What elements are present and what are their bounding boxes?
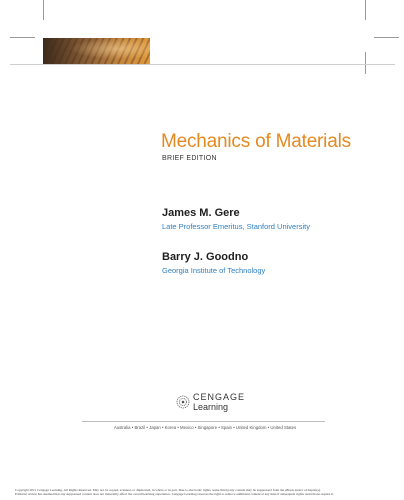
author-affiliation: Late Professor Emeritus, Stanford University — [162, 222, 310, 231]
book-title: Mechanics of Materials — [161, 131, 351, 152]
copyright-line: Copyright 2011 Cengage Learning. All Rights Reserved. May not be copied, scanned, or duplicated, in whole or in part. Due to electronic rights, some third party content may be suppressed from the eBook and/or eChapter(s). — [15, 488, 321, 492]
book-edition: BRIEF EDITION — [162, 155, 217, 162]
crop-mark-top-left-horizontal — [10, 37, 35, 38]
crop-mark-top-right — [365, 0, 366, 20]
author-name: James M. Gere — [162, 207, 240, 219]
author-affiliation: Georgia Institute of Technology — [162, 266, 266, 275]
copyright-notice — [15, 488, 395, 496]
crop-mark-top-left — [43, 0, 44, 20]
publisher-logo — [176, 389, 246, 415]
banner-rule — [10, 64, 395, 65]
crop-mark-right-vertical — [365, 52, 366, 74]
author-name: Barry J. Goodno — [162, 251, 249, 263]
publisher-locations: Australia • Brazil • Japan • Korea • Mexico • Singapore • Spain • United Kingdom • United States — [113, 425, 297, 430]
cengage-logo-icon — [176, 395, 190, 409]
crop-mark-top-right-horizontal — [374, 37, 399, 38]
cover-banner-image — [43, 38, 150, 65]
publisher-name-top: CENGAGE — [193, 392, 246, 402]
publisher-name-bottom: Learning — [193, 402, 229, 412]
copyright-line: Editorial review has deemed that any suppressed content does not materially affect the overall learning experience. Cengage Learning reserves the right to remove additional content at any time if subsequent rights restrictions require it. — [15, 492, 334, 497]
publisher-rule — [82, 421, 325, 422]
